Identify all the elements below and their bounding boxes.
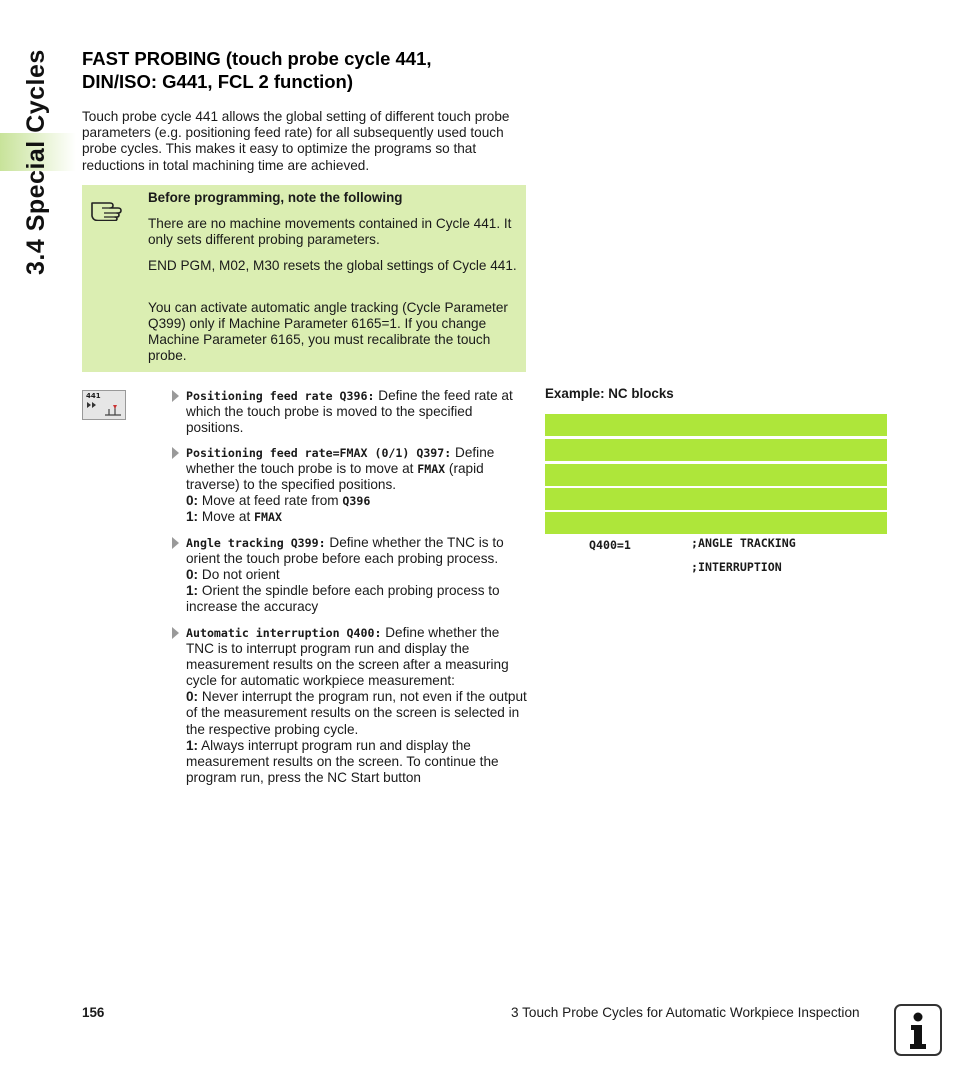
heading-line-2: DIN/ISO: G441, FCL 2 function) — [82, 71, 354, 92]
option-1-key: 1: — [186, 583, 199, 599]
param-q400 — [172, 625, 527, 786]
option-0-code: Q396 — [342, 494, 371, 509]
option-0-key: 0: — [186, 493, 199, 509]
bullet-arrow-icon — [172, 390, 179, 402]
example-heading: Example: NC blocks — [545, 386, 674, 401]
option-0-text: Move at feed rate from — [198, 493, 343, 509]
option-1-key: 1: — [186, 509, 199, 525]
pointing-hand-icon — [88, 195, 128, 221]
cycle-icon-label: 441 — [86, 392, 101, 400]
info-icon — [894, 1004, 942, 1056]
option-0-key: 0: — [186, 689, 199, 705]
option-0-text: Do not orient — [198, 567, 280, 583]
param-description-cont: (rapid traverse) to the specified positions. — [186, 461, 484, 493]
bullet-arrow-icon — [172, 537, 179, 549]
code-row — [545, 414, 887, 436]
option-1-text: Move at — [198, 509, 255, 525]
code-row — [545, 464, 887, 486]
option-0-text: Never interrupt the program run, not even if the output of the measurement results on the screen is selected in the respective probing cycle. — [186, 689, 527, 737]
param-q399 — [172, 535, 527, 615]
bullet-arrow-icon — [172, 627, 179, 639]
note-paragraph-3: You can activate automatic angle tracking (Cycle Parameter Q399) only if Machine Parameter 6165=1. If you change Machine Parameter 6165, you must recalibrate the touch probe. — [148, 300, 508, 363]
note-paragraph-1: There are no machine movements contained in Cycle 441. It only sets different probing parameters. — [148, 216, 512, 247]
param-name: Automatic interruption Q400: — [186, 626, 382, 640]
code-comment: ;INTERRUPTION — [691, 560, 782, 574]
info-i-glyph — [896, 1006, 940, 1054]
param-name: Positioning feed rate=FMAX (0/1) Q397: — [186, 446, 452, 460]
option-1-key: 1: — [186, 737, 199, 753]
chapter-footer: 3 Touch Probe Cycles for Automatic Workpiece Inspection — [511, 1005, 860, 1020]
note-paragraph-2: END PGM, M02, M30 resets the global settings of Cycle 441. — [148, 258, 517, 273]
code-fmax: FMAX — [417, 462, 446, 477]
param-description: Define the feed rate at which the touch probe is moved to the specified positions. — [186, 388, 513, 436]
param-description: Define whether the TNC is to orient the touch probe before each probing process. — [186, 535, 504, 567]
param-name: Positioning feed rate Q396: — [186, 389, 375, 403]
code-text: Q400=1 — [589, 538, 631, 552]
code-row — [545, 439, 887, 461]
param-description: Define whether the touch probe is to move at — [186, 445, 495, 477]
param-q397 — [172, 445, 527, 525]
heading-line-1: FAST PROBING (touch probe cycle 441, — [82, 48, 432, 69]
option-0-key: 0: — [186, 567, 199, 583]
bullet-arrow-icon — [172, 447, 179, 459]
intro-paragraph: Touch probe cycle 441 allows the global setting of different touch probe parameters (e.g. positioning feed rate) for all subsequently used touch probe cycles. This makes it easy to optimize the programs so that reductions in total machining time are achieved. — [82, 109, 510, 173]
option-1-text: Always interrupt program run and display the measurement results on the screen. To continue the program run, press the NC Start button — [186, 737, 499, 785]
param-description: Define whether the TNC is to interrupt program run and display the measurement results on the screen after a measuring cycle for automatic workpiece measurement: — [186, 625, 509, 689]
param-q396 — [172, 388, 527, 436]
note-heading: Before programming, note the following — [148, 190, 403, 205]
option-1-text: Orient the spindle before each probing process to increase the accuracy — [186, 583, 500, 615]
probe-feed-icon — [83, 391, 127, 421]
cycle-441-softkey-icon — [82, 390, 126, 420]
section-title-vertical: 3.4 Special Cycles — [22, 49, 50, 275]
page-number: 156 — [82, 1005, 105, 1020]
page-heading — [82, 47, 542, 93]
option-1-code: FMAX — [254, 510, 282, 525]
param-name: Angle tracking Q399: — [186, 536, 326, 550]
code-comment: ;ANGLE TRACKING — [691, 536, 796, 550]
